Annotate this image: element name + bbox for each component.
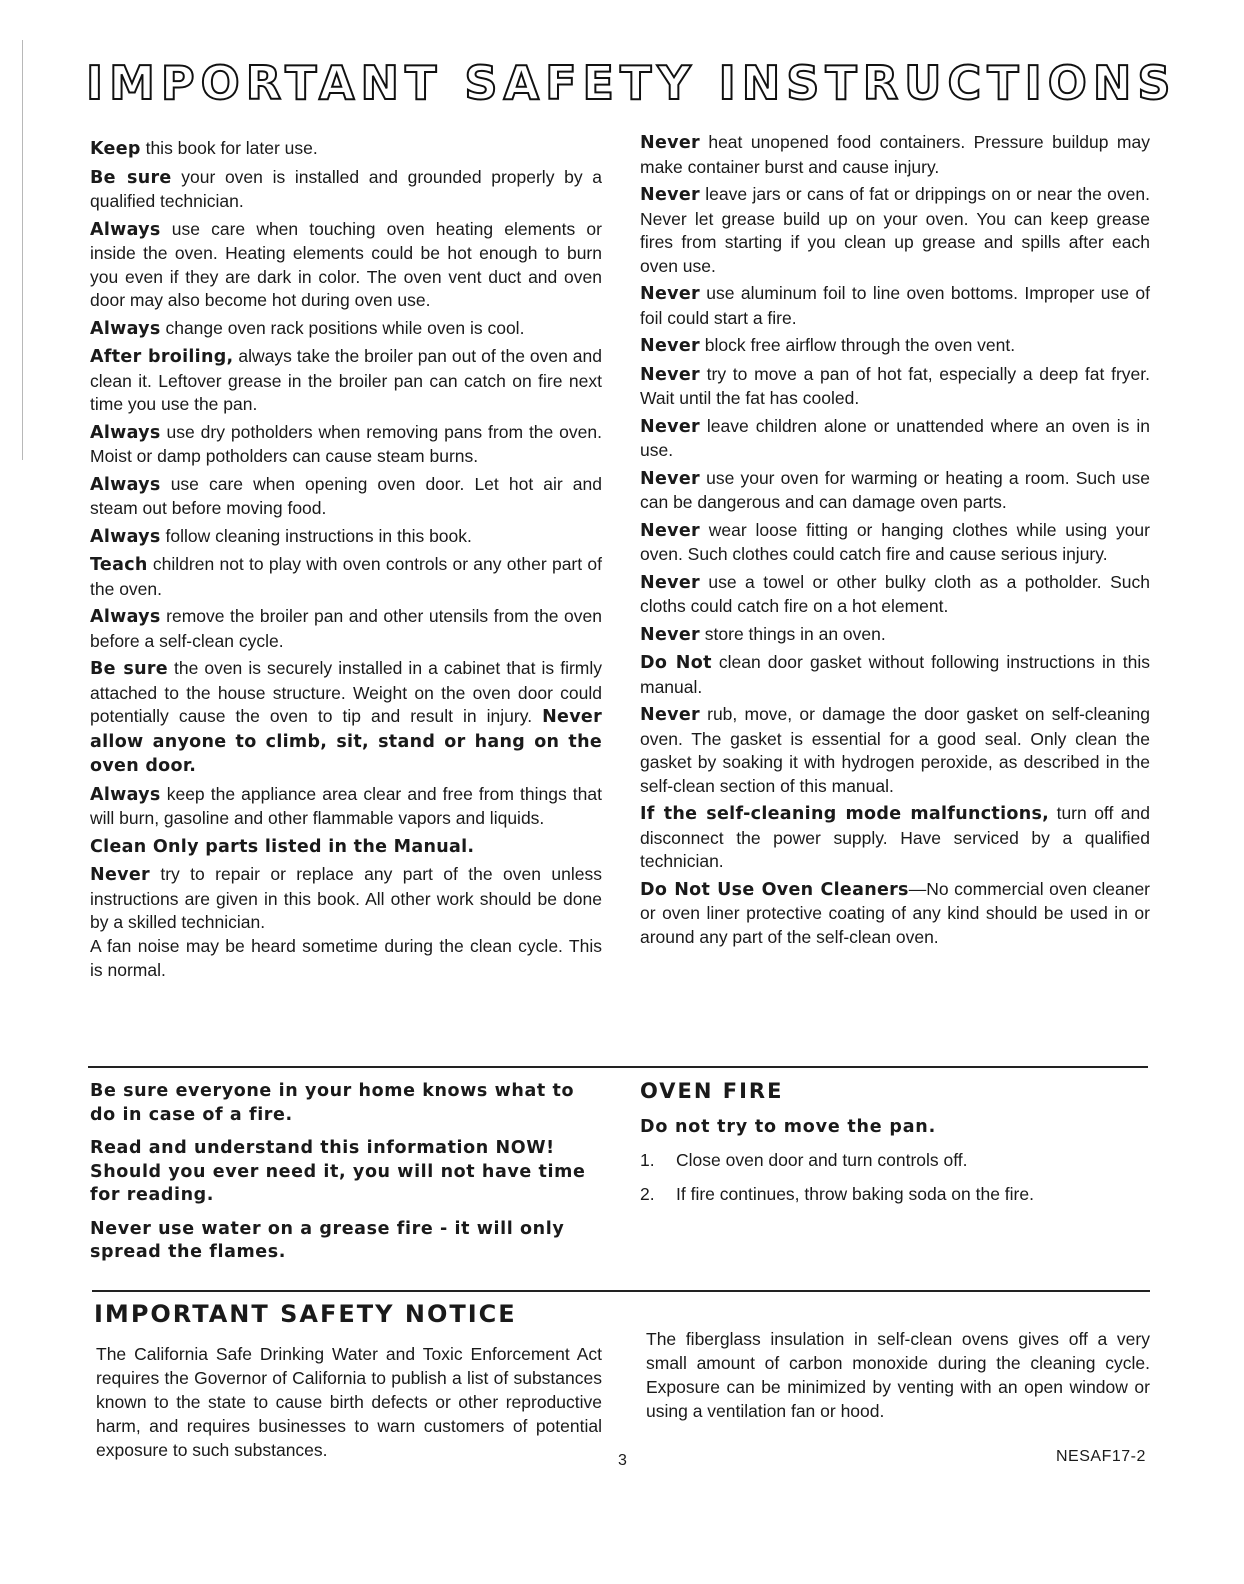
instruction-item: If the self-cleaning mode malfunctions, turn off and disconnect the power supply. Have serviced by a qualified technician.	[640, 803, 1150, 871]
instruction-item: Never try to repair or replace any part of the oven unless instructions are given in this book. All other work should be done by a skilled technician.	[90, 864, 602, 932]
instruction-item: Never heat unopened food containers. Pressure buildup may make container burst and cause injury.	[640, 132, 1150, 177]
fire-warning	[90, 1080, 605, 1275]
instruction-item: After broiling, always take the broiler pan out of the oven and clean it. Leftover grease in the broiler pan can catch on fire next time you use the pan.	[90, 346, 602, 414]
instruction-item: Always remove the broiler pan and other utensils from the oven before a self-clean cycle.	[90, 606, 602, 651]
instruction-item: Never rub, move, or damage the door gasket on self-cleaning oven. The gasket is essential for a good seal. Only clean the gasket by soaking it with hydrogen peroxide, as described in the self-clean section of this manual.	[640, 704, 1150, 796]
instruction-item: Never block free airflow through the oven vent.	[640, 335, 1016, 356]
instruction-item: Always use care when opening oven door. Let hot air and steam out before moving food.	[90, 473, 602, 518]
step-text: If fire continues, throw baking soda on the fire.	[676, 1183, 1034, 1204]
page-title: IMPORTANT SAFETY INSTRUCTIONS	[86, 56, 1177, 110]
step-number: 1.	[640, 1150, 655, 1170]
instruction-item: Always follow cleaning instructions in this book.	[90, 525, 472, 547]
document-code: NESAF17-2	[1056, 1448, 1146, 1465]
notice-title: IMPORTANT SAFETY NOTICE	[94, 1300, 517, 1328]
instruction-item: Never use a towel or other bulky cloth as a potholder. Such cloths could catch fire on a hot element.	[640, 571, 1150, 616]
fire-warning-text: Never use water on a grease fire - it will only spread the flames.	[90, 1218, 565, 1262]
notice-text-left: The California Safe Drinking Water and Toxic Enforcement Act requires the Governor of California to publish a list of substances known to the state to cause birth defects or other reproductive harm, and requires businesses to warn customers of potential exposure to such substances.	[96, 1344, 602, 1460]
instruction-item: Do Not Use Oven Cleaners—No commercial oven cleaner or oven liner protective coating of any kind should be used in or around any part of the self-clean oven.	[640, 878, 1151, 947]
section-divider	[88, 1066, 1148, 1068]
instruction-item: Never try to move a pan of hot fat, especially a deep fat fryer. Wait until the fat has cooled.	[640, 363, 1150, 408]
instruction-item: Be sure your oven is installed and grounded properly by a qualified technician.	[90, 166, 602, 211]
instruction-item: Never wear loose fitting or hanging clothes while using your oven. Such clothes could catch fire and cause serious injury.	[640, 519, 1150, 564]
instruction-item: Always use dry potholders when removing pans from the oven. Moist or damp potholders can cause steam burns.	[90, 421, 602, 466]
instruction-item: Keep this book for later use.	[90, 138, 318, 159]
step-text: Close oven door and turn controls off.	[676, 1150, 968, 1170]
instruction-item: Be sure the oven is securely installed in a cabinet that is firmly attached to the house structure. Weight on the oven door could potentially cause the oven to tip and result in injury. Never allow anyone to climb, sit, stand or hang on the oven door.	[90, 658, 603, 776]
oven-fire-heading: OVEN FIRE	[640, 1079, 784, 1103]
binding-margin-line	[22, 40, 23, 460]
instruction-item: Never use aluminum foil to line oven bottoms. Improper use of foil could start a fire.	[640, 283, 1150, 328]
instruction-item: Never leave jars or cans of fat or drippings on or near the oven. Never let grease build up on your oven. You can keep grease fires from starting if you clean up grease and spills after each oven use.	[640, 184, 1150, 276]
oven-fire-section	[640, 1080, 1150, 1216]
instruction-item: Clean Only parts listed in the Manual.	[90, 836, 475, 857]
notice-text-right: The fiberglass insulation in self-clean ovens gives off a very small amount of carbon monoxide during the cleaning cycle. Exposure can be minimized by venting with an open window or using a ventilation fan or hood.	[646, 1329, 1150, 1421]
section-divider	[92, 1290, 1150, 1292]
instruction-item: Teach children not to play with oven controls or any other part of the oven.	[90, 554, 602, 599]
instruction-item: Never store things in an oven.	[640, 623, 886, 645]
page-number: 3	[618, 1452, 627, 1469]
instructions-left-column	[90, 137, 602, 987]
instruction-item: Always use care when touching oven heating elements or inside the oven. Heating elements could be hot enough to burn you even if they are dark in color. The oven vent duct and oven door may also become hot during oven use.	[90, 218, 602, 310]
oven-fire-subheading: Do not try to move the pan.	[640, 1116, 937, 1137]
fire-warning-text: Read and understand this information NOW! Should you ever need it, you will not have time for reading.	[90, 1138, 586, 1205]
oven-fire-step	[640, 1183, 1150, 1207]
instruction-item: Never leave children alone or unattended where an oven is in use.	[640, 415, 1150, 460]
instruction-item: Always keep the appliance area clear and free from things that will burn, gasoline and other flammable vapors and liquids.	[90, 783, 602, 828]
instructions-right-column	[640, 131, 1150, 953]
fire-warning-text: Be sure everyone in your home knows what to do in case of a fire.	[90, 1081, 575, 1125]
instruction-item: A fan noise may be heard sometime during the clean cycle. This is normal.	[90, 935, 602, 980]
step-number: 2.	[640, 1183, 655, 1204]
instruction-item: Always change oven rack positions while oven is cool.	[90, 317, 525, 339]
instruction-item: Do Not clean door gasket without following instructions in this manual.	[640, 652, 1150, 697]
instruction-item: Never use your oven for warming or heating a room. Such use can be dangerous and can damage oven parts.	[640, 467, 1150, 512]
oven-fire-step	[640, 1149, 1150, 1173]
